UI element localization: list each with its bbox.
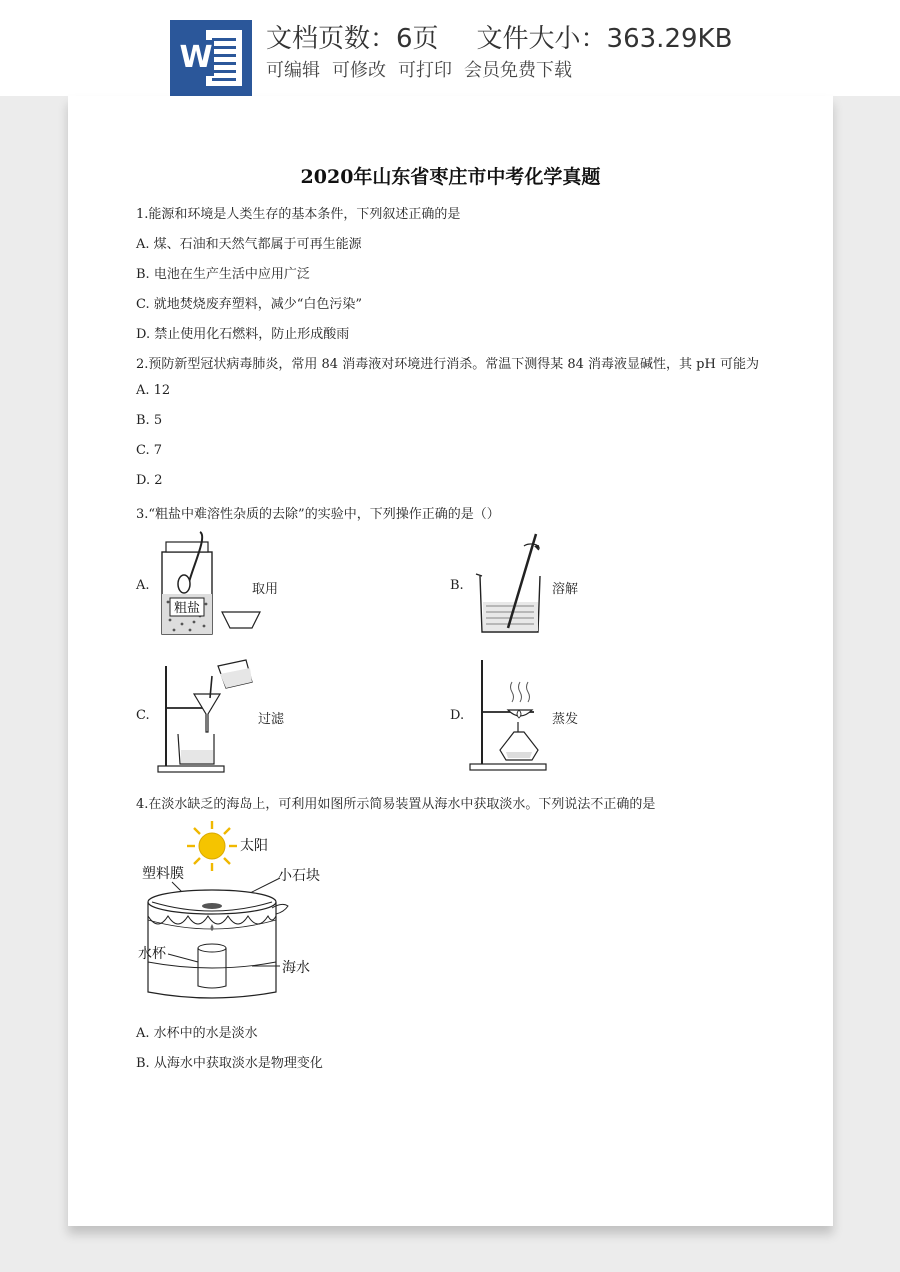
page-count: 文档页数：6页 — [266, 24, 439, 54]
q2-option-c: C. 7 — [136, 443, 163, 458]
solar-still-figure — [132, 816, 332, 1012]
feature-list — [266, 56, 584, 82]
q2-option-b: B. 5 — [136, 413, 163, 428]
word-icon: W — [170, 20, 252, 96]
container-rim — [148, 890, 276, 914]
sun-label: 太阳 — [240, 838, 268, 854]
cup-rim — [198, 944, 226, 952]
file-meta — [266, 18, 770, 55]
q1-option-c: C. 就地焚烧废弃塑料，减少“白色污染” — [136, 297, 363, 312]
q1-option-a: A. 煤、石油和天然气都属于可再生能源 — [136, 237, 362, 252]
jar-label: 粗盐 — [173, 601, 201, 616]
header-banner — [0, 0, 900, 96]
dissolve-beaker-figure — [472, 528, 552, 638]
stand-base — [158, 766, 224, 772]
steam-lines — [511, 682, 530, 702]
q3-option-d-caption: 蒸发 — [552, 712, 579, 727]
q3-option-c-caption: 过滤 — [258, 712, 285, 727]
q1-option-d: D. 禁止使用化石燃料，防止形成酸雨 — [136, 327, 350, 342]
feature-printable: 可打印 — [398, 60, 452, 81]
salt-jar-figure — [156, 528, 266, 638]
flame — [517, 710, 521, 718]
document-title: 2020年山东省枣庄市中考化学真题 — [300, 166, 601, 188]
q4-stem: 4.在淡水缺乏的海岛上，可利用如图所示简易装置从海水中获取淡水。下列说法不正确的是 — [136, 797, 656, 812]
feature-editable: 可编辑 — [266, 60, 320, 81]
q3-option-b-caption: 溶解 — [552, 582, 579, 597]
q3-option-b-letter: B. — [450, 578, 464, 593]
filtration-figure — [156, 652, 266, 776]
q3-stem: 3.“粗盐中难溶性杂质的去除”的实验中，下列操作正确的是（） — [136, 507, 500, 522]
sun-icon — [187, 821, 237, 871]
q2-stem: 2.预防新型冠状病毒肺炎，常用 84 消毒液对环境进行消杀。常温下测得某 84 消毒液显碱性，其 pH 可能为 — [136, 357, 759, 372]
spoon-bowl — [178, 575, 190, 593]
film-label: 塑料膜 — [142, 866, 184, 882]
sea-water-level — [148, 962, 276, 968]
evaporation-figure — [468, 652, 552, 776]
feature-modifiable: 可修改 — [332, 60, 386, 81]
q2-option-d: D. 2 — [136, 473, 163, 488]
q3-option-a-letter: A. — [136, 578, 150, 593]
spoon-handle — [188, 532, 202, 586]
sea-label: 海水 — [282, 960, 310, 976]
cup-label: 水杯 — [138, 946, 166, 962]
q4-option-b: B. 从海水中获取淡水是物理变化 — [136, 1056, 323, 1071]
q3-option-c-letter: C. — [136, 708, 150, 723]
film-drape — [148, 916, 276, 924]
stand-base — [470, 764, 546, 770]
q2-option-a: A. 12 — [136, 383, 171, 398]
small-stone — [202, 903, 222, 909]
q1-option-b: B. 电池在生产生活中应用广泛 — [136, 267, 310, 282]
q3-option-d-letter: D. — [450, 708, 465, 723]
stone-label: 小石块 — [278, 868, 320, 884]
file-size: 文件大小：363.29KB — [476, 24, 733, 54]
funnel — [194, 694, 220, 732]
feature-member-download: 会员免费下载 — [464, 60, 572, 81]
q3-option-a-caption: 取用 — [252, 582, 279, 597]
q4-option-a: A. 水杯中的水是淡水 — [136, 1026, 258, 1041]
evaporating-dish — [222, 612, 260, 628]
document-page — [68, 96, 833, 1226]
q1-stem: 1.能源和环境是人类生存的基本条件，下列叙述正确的是 — [136, 207, 461, 222]
